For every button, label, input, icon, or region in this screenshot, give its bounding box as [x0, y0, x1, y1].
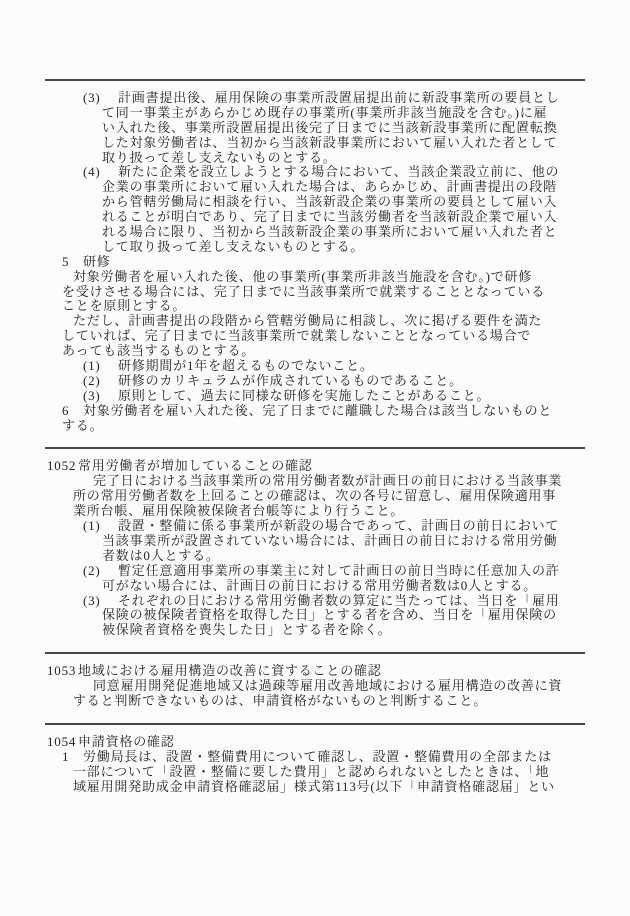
- item-marker: (4): [83, 165, 101, 180]
- text-line: [0, 549, 630, 564]
- section-1053-body: [0, 679, 630, 709]
- item-marker: (2): [83, 563, 101, 578]
- item-marker: 1052: [47, 459, 77, 474]
- item-marker: (1): [83, 359, 101, 374]
- text-line: [0, 255, 630, 270]
- item-marker: (1): [83, 519, 101, 534]
- line-text: 所の常用労働者数を上回ることの確認は、次の各号に留意し、雇用保険適用事: [73, 489, 557, 504]
- separator-line-4: [45, 723, 585, 725]
- text-line: [0, 735, 630, 750]
- text-line: [0, 489, 630, 504]
- text-line: [0, 579, 630, 594]
- line-text: していれば、完了日までに当該事業所で就業しないこととなっている場合で: [62, 329, 532, 344]
- line-text: 設置・整備に係る事業所が新設の場合であって、計画日の前日において: [118, 519, 560, 534]
- text-line: [0, 225, 630, 240]
- text-line: [0, 679, 630, 694]
- section-1052-heading: [0, 459, 630, 474]
- line-text: れることが明白であり、完了日までに当該労働者を当該新設企業で雇い入: [102, 210, 558, 225]
- text-line: [0, 165, 630, 180]
- text-line: [0, 534, 630, 549]
- text-line: [0, 314, 630, 329]
- line-text: 同意雇用開発促進地域又は過疎等雇用改善地域における雇用構造の改善に資: [93, 679, 563, 694]
- item-paren-1-1052: [0, 519, 630, 564]
- item-paren-4: [0, 165, 630, 254]
- line-text: ことを原則とする。: [62, 299, 187, 314]
- line-text: する。: [62, 418, 104, 433]
- line-text: い入れた後、事業所設置届提出後完了日までに当該新設事業所に配置転換: [102, 120, 558, 135]
- line-text: 新たに企業を設立しようとする場合において、当該企業設立前に、他の: [118, 165, 560, 180]
- line-text: 可がない場合には、計画日の前日における常用労働者数は0人とする。: [102, 578, 538, 593]
- line-text: 業所台帳、雇用保険被保険者台帳等により行うこと。: [73, 504, 405, 519]
- item-marker: 1: [62, 749, 70, 764]
- line-text: 原則として、過去に同様な研修を実施したことがあること。: [118, 388, 491, 403]
- para-kenshu-exception: [0, 314, 630, 359]
- text-line: [0, 329, 630, 344]
- separator-line-2: [45, 447, 585, 449]
- line-text: 取り扱って差し支えないものとする。: [102, 150, 337, 165]
- text-line: [0, 504, 630, 519]
- line-text: て同一事業主があらかじめ既存の事業所(事業所非該当施設を含む。)に雇: [102, 105, 548, 120]
- line-text: 計画書提出後、雇用保険の事業所設置届提出前に新設事業所の要員とし: [118, 91, 560, 105]
- text-line: [0, 91, 630, 106]
- text-line: [0, 750, 630, 765]
- line-text: 対象労働者を雇い入れた後、他の事業所(事業所非該当施設を含む。)で研修: [73, 269, 533, 284]
- item-marker: 1054: [47, 734, 77, 749]
- line-text: した対象労働者は、当初から当該新設事業所において雇い入れた者として: [102, 135, 558, 150]
- text-line: [0, 694, 630, 709]
- text-line: [0, 765, 630, 780]
- text-line: [0, 474, 630, 489]
- item-marker: (3): [83, 91, 101, 105]
- text-line: [0, 608, 630, 623]
- text-line: [0, 195, 630, 210]
- item-paren-3-1052: [0, 594, 630, 639]
- line-text: それぞれの日における常用労働者数の算定に当たっては、当日を「雇用: [118, 593, 560, 608]
- line-text: 保険の被保険者資格を取得した日」とする者を含め、当日を「雇用保険の: [102, 608, 557, 623]
- line-text: すると判断できないものは、申請資格がないものと判断すること。: [73, 693, 488, 708]
- text-line: [0, 623, 630, 638]
- text-line: [0, 240, 630, 255]
- section-1052-body: [0, 474, 630, 519]
- line-text: ただし、計画書提出の段階から管轄労働局に相談し、次に掲げる要件を満た: [73, 314, 543, 329]
- item-paren-1-kenshu: [0, 359, 630, 374]
- separator-line-top: [45, 79, 585, 81]
- text-line: [0, 359, 630, 374]
- text-line: [0, 210, 630, 225]
- text-line: [0, 344, 630, 359]
- item-paren-2-kenshu: [0, 374, 630, 389]
- section-1054-heading: [0, 735, 630, 750]
- item-paren-3-kenshu: [0, 389, 630, 404]
- line-text: 研修期間が1年を超えるものでないこと。: [118, 359, 374, 374]
- section-1053-heading: [0, 664, 630, 679]
- line-text: 暫定任意適用事業所の事業主に対して計画日の前日当時に任意加入の許: [118, 563, 560, 578]
- text-line: [0, 459, 630, 474]
- line-text: 地域における雇用構造の改善に資することの確認: [78, 664, 382, 679]
- text-line: [0, 519, 630, 534]
- line-text: 域雇用開発助成金申請資格確認届」様式第113号(以下「申請資格確認届」とい: [73, 779, 555, 794]
- separator-line-3: [45, 652, 585, 654]
- line-text: あっても該当するものとする。: [62, 344, 256, 359]
- text-line: [0, 374, 630, 389]
- item-marker: (3): [83, 593, 101, 608]
- item-marker: 1053: [47, 664, 77, 679]
- item-marker: 5: [62, 254, 70, 269]
- line-text: 完了日における当該事業所の常用労働者数が計画日の前日における当該事業: [93, 474, 563, 489]
- item-6-risyoku: [0, 404, 630, 434]
- line-text: 申請資格の確認: [78, 734, 175, 749]
- line-text: 企業の事業所において雇い入れた場合は、あらかじめ、計画書提出の段階: [102, 180, 557, 195]
- text-line: [0, 151, 630, 166]
- line-text: から管轄労働局に相談を行い、当該新設企業の事業所の要員として雇い入: [102, 195, 558, 210]
- line-text: を受けさせる場合には、完了日までに当該事業所で就業することとなっている: [62, 284, 546, 299]
- line-text: 対象労働者を雇い入れた後、完了日までに離職した場合は該当しないものと: [83, 403, 553, 418]
- para-kenshu-principle: [0, 270, 630, 315]
- item-paren-2-1052: [0, 564, 630, 594]
- line-text: 研修: [83, 254, 111, 269]
- line-text: して取り扱って差し支えないものとする。: [102, 239, 365, 254]
- line-text: 労働局長は、設置・整備費用について確認し、設置・整備費用の全部または: [83, 749, 552, 764]
- item-marker: 6: [62, 403, 70, 418]
- text-line: [0, 270, 630, 285]
- text-line: [0, 564, 630, 579]
- item-marker: (3): [83, 388, 101, 403]
- item-1-1054: [0, 750, 630, 795]
- text-line: [0, 664, 630, 679]
- text-line: [0, 180, 630, 195]
- text-line: [0, 136, 630, 151]
- text-line: [0, 121, 630, 136]
- line-text: 研修のカリキュラムが作成されているものであること。: [118, 373, 463, 388]
- text-line: [0, 389, 630, 404]
- line-text: 被保険者資格を喪失した日」とする者を除く。: [102, 623, 392, 638]
- line-text: 当該事業所が設置されていない場合には、計画日の前日における常用労働: [102, 533, 558, 548]
- text-line: [0, 285, 630, 300]
- item-5-kenshu: [0, 255, 630, 270]
- item-paren-3: [0, 91, 630, 165]
- document-content: [0, 79, 630, 794]
- item-marker: (2): [83, 373, 101, 388]
- text-line: [0, 404, 630, 419]
- line-text: れる場合に限り、当初から当該新設企業の事業所において雇い入れた者と: [102, 225, 558, 240]
- text-line: [0, 780, 630, 795]
- line-text: 常用労働者が増加していることの確認: [78, 459, 313, 474]
- line-text: 者数は0人とする。: [102, 548, 220, 563]
- line-text: 一部について「設置・整備に要した費用」と認められないとしたときは、「地: [73, 764, 550, 779]
- text-line: [0, 419, 630, 434]
- text-line: [0, 299, 630, 314]
- text-line: [0, 594, 630, 609]
- text-line: [0, 106, 630, 121]
